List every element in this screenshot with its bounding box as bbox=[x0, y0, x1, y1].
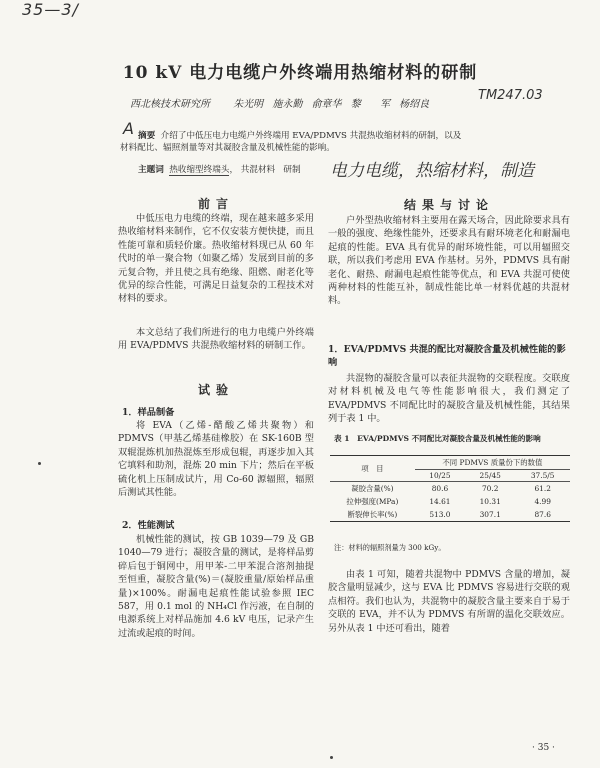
subheading-performance-test: 2．性能测试 bbox=[122, 520, 175, 531]
table-cell: 61.2 bbox=[515, 482, 570, 496]
abstract bbox=[120, 130, 570, 154]
stray-dot-mark bbox=[38, 462, 41, 465]
table-group-header: 不同 PDMVS 质量份下的数值 bbox=[415, 456, 570, 470]
keyword-item: 研制 bbox=[283, 165, 301, 175]
table-cell: 70.2 bbox=[465, 482, 515, 496]
subheading-blend-ratio: 1．EVA/PDMVS 共混的配比对凝胶含量及机械性能的影响 bbox=[328, 344, 566, 368]
table-row-label: 凝胶含量(%) bbox=[330, 482, 415, 496]
intro-paragraph-1: 中低压电力电缆的终端，现在越来越多采用热收缩材料来制作，它不仅安装方便快捷，而且性能可靠和质轻价廉。热收缩材料现已从 60 年代时的单一聚合物（如聚乙烯）发展到目前的多元复合物，并且使之具有绝缘、阻燃、耐老化等优异的综合性能，可满足日益复杂的工程技术对材料的要求。 bbox=[118, 213, 314, 305]
table-column-header: 25/45 bbox=[465, 470, 515, 482]
table-row bbox=[330, 482, 570, 496]
page-number: · 35 · bbox=[532, 743, 555, 753]
table-cell: 87.6 bbox=[515, 508, 570, 522]
table-cell: 10.31 bbox=[479, 497, 501, 506]
keyword-item: 共混材料 bbox=[240, 165, 276, 175]
author-line bbox=[130, 95, 435, 110]
table-item-header: 项 目 bbox=[330, 456, 415, 482]
author-institute: 西北核技术研究所 bbox=[130, 99, 210, 110]
experiment-paragraph-1: 将 EVA（乙烯-醋酸乙烯共聚物）和 PDMVS（甲基乙烯基硅橡胶）在 SK-160B 型双辊混炼机加热混炼至形成包辊，再逐步加入其它填料和助剂，混炼 20 min 下片；然后在平板硫化机上压制成试片，用 Co-60 源辐照，辐照后测试其性能。 bbox=[118, 420, 314, 499]
results-paragraph-1: 户外型热收缩材料主要用在露天场合，因此除要求具有一般的强度、绝缘性能外，还要求具有耐环境老化和耐漏电起痕的性能。EVA 具有优异的耐环境性能，可以用辐照交联，所以我们考虑用 EVA 作基材。另外，PDMVS 具有耐老化、耐热、耐漏电起痕性能等优点，和 EVA 共混可使使两种材料的性能互补，制成性能比单一材料优越的共混材料。 bbox=[328, 215, 570, 307]
table-note: 注：材料的辐照剂量为 300 kGy。 bbox=[334, 543, 446, 552]
handwritten-corner-note: 35—3/ bbox=[22, 0, 79, 19]
abstract-text-line2: 材料配比、辐照剂量等对其凝胶含量及机械性能的影响。 bbox=[120, 143, 335, 153]
table-cell: 307.1 bbox=[465, 508, 515, 522]
abstract-text-line1: 介绍了中低压电力电缆户外终端用 EVA/PDMVS 共混热收缩材料的研制，以及 bbox=[160, 131, 462, 141]
table-row bbox=[330, 495, 570, 508]
table-cell: 513.0 bbox=[415, 508, 465, 522]
table-row-label: 拉伸强度(MPa) bbox=[346, 497, 399, 506]
abstract-label: 摘要 bbox=[138, 131, 156, 141]
author-name: 军 bbox=[379, 99, 390, 110]
intro-paragraph-2: 本文总结了我们所进行的电力电缆户外终端用 EVA/PDMVS 共混热收缩材料的研制工作。 bbox=[118, 327, 314, 352]
author-name: 俞章华 bbox=[311, 99, 342, 110]
table-caption: 表 1 EVA/PDMVS 不同配比对凝胶含量及机械性能的影响 bbox=[334, 434, 541, 443]
handwritten-classification-number: TM247.03 bbox=[478, 88, 543, 103]
table-cell: 14.61 bbox=[429, 497, 451, 506]
keywords-label: 主题词 bbox=[138, 165, 164, 175]
table-row bbox=[330, 508, 570, 522]
subheading-sample-preparation: 1．样品制备 bbox=[122, 407, 175, 418]
paper-title: 10 kV 电力电缆户外终端用热缩材料的研制 bbox=[122, 63, 478, 83]
handwritten-keywords: 电力电缆，热缩材料，制造 bbox=[330, 161, 534, 181]
stray-dot-mark bbox=[330, 756, 333, 759]
table-cell: 80.6 bbox=[415, 482, 465, 496]
results-paragraph-3: 由表 1 可知，随着共混物中 PDMVS 含量的增加，凝胶含量明显减少，这与 EVA 比 PDMVS 容易进行交联的观点相符。我们也认为，共混物中的凝胶含量主要来自于易于交联的 EVA，并不认为 PDMVS 有所谓的温化交联效应。另外从表 1 中还可看出，随着 bbox=[328, 569, 570, 634]
section-heading-intro: 前言 bbox=[197, 197, 234, 211]
data-table bbox=[330, 455, 570, 522]
results-paragraph-2: 共混物的凝胶含量可以表征共混物的交联程度。交联度对材料机械及电气等性能影响很大，我们测定了 EVA/PDMVS 不同配比时的凝胶含量及机械性能，其结果列于表 1 中。 bbox=[328, 373, 570, 425]
handwritten-mark-a: A bbox=[123, 119, 134, 138]
keywords: 主题词 热收缩型终端头， 共混材料 研制 bbox=[138, 165, 301, 175]
section-heading-experiment: 试验 bbox=[197, 383, 234, 397]
keyword-item: 热收缩型终端头 bbox=[169, 165, 230, 175]
table-row-label: 断裂伸长率(%) bbox=[330, 508, 415, 522]
section-heading-results: 结果与讨论 bbox=[403, 198, 494, 212]
author-name: 施永勤 bbox=[272, 99, 303, 110]
author-name: 杨绍良 bbox=[399, 99, 430, 110]
table-column-header: 10/25 bbox=[415, 470, 465, 482]
experiment-paragraph-2: 机械性能的测试，按 GB 1039—79 及 GB 1040—79 进行；凝胶含量的测试，是将样品剪碎后包于铜网中，用甲苯-二甲苯混合溶剂抽提至恒重，凝胶含量(%)＝(凝胶重量/原始样品重量)×100%。耐漏电起痕性能试验参照 IEC 587，用 0.1 mol 的 NH₄Cl 作污液，在自制的电源系统上对样品施加 4.6 kV 电压，记录产生过流或起痕的时间。 bbox=[118, 534, 314, 639]
table-column-header: 37.5/5 bbox=[515, 470, 570, 482]
author-name: 黎 bbox=[350, 99, 361, 110]
author-name: 朱光明 bbox=[233, 99, 264, 110]
table-cell: 4.99 bbox=[534, 497, 551, 506]
